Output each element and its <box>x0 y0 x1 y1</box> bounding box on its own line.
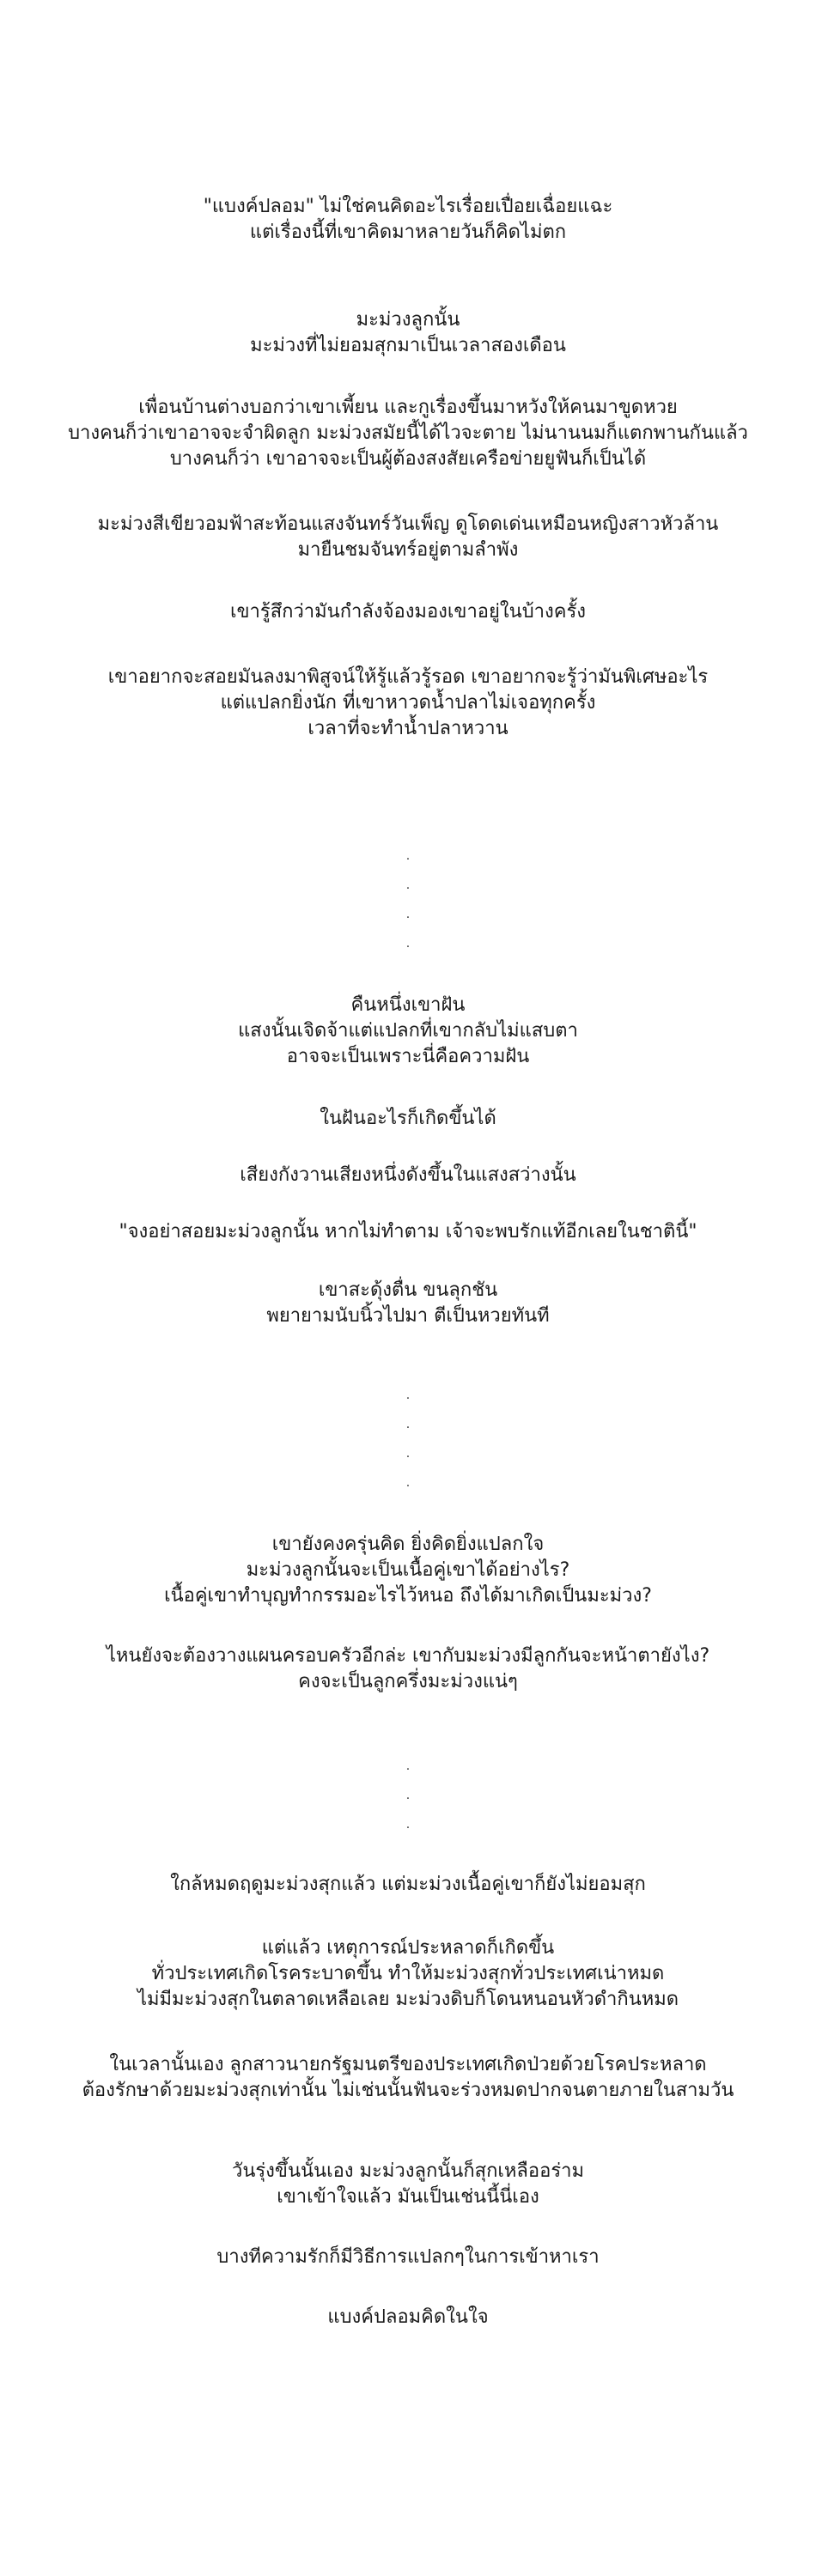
story-line: บางทีความรักก็มีวิธีการแปลกๆในการเข้าหาเรา <box>216 2246 600 2268</box>
section-separator-dot: . <box>405 1759 411 1773</box>
story-line: มะม่วงที่ไม่ยอมสุกมาเป็นเวลาสองเดือน <box>250 335 566 356</box>
story-line: เนื้อคู่เขาทำบุญทำกรรมอะไรไว้หนอ ถึงได้มาเกิดเป็นมะม่วง? <box>164 1585 652 1607</box>
story-line: แต่แปลกยิ่งนัก ที่เขาหาวดน้ำปลาไม่เจอทุกครั้ง <box>220 692 596 714</box>
story-line: บางคนก็ว่า เขาอาจจะเป็นผู้ต้องสงสัยเครือข่ายยูฟันก็เป็นได้ <box>169 448 647 470</box>
story-line: เขาเข้าใจแล้ว มันเป็นเช่นนี้นี่เอง <box>277 2186 539 2208</box>
story-line: เวลาที่จะทำน้ำปลาหวาน <box>308 718 508 739</box>
story-line: ไหนยังจะต้องวางแผนครอบครัวอีกล่ะ เขากับมะม่วงมีลูกกันจะหน้าตายังไง? <box>106 1645 710 1667</box>
section-separator-dot: . <box>405 937 411 951</box>
section-separator-dot: . <box>405 1789 411 1802</box>
story-line: "จงอย่าสอยมะม่วงลูกนั้น หากไม่ทำตาม เจ้าจะพบรักแท้อีกเลยในชาตินี้" <box>119 1221 697 1242</box>
section-separator-dot: . <box>405 849 411 863</box>
story-line: บางคนก็ว่าเขาอาจจะจำผิดลูก มะม่วงสมัยนี้ได้ไวจะตาย ไม่นานนมก็แตกพานกันแล้ว <box>68 422 748 444</box>
story-line: พยายามนับนิ้วไปมา ตีเป็นหวยทันที <box>266 1305 550 1327</box>
story-line: เขายังคงครุ่นคิด ยิ่งคิดยิ่งแปลกใจ <box>271 1534 545 1555</box>
story-line: เสียงกังวานเสียงหนึ่งดังขึ้นในแสงสว่างนั้น <box>240 1164 576 1186</box>
story-line: ในฝันอะไรก็เกิดขึ้นได้ <box>320 1108 496 1129</box>
section-separator-dot: . <box>405 1447 411 1461</box>
story-line: ทั่วประเทศเกิดโรคระบาดขึ้น ทำให้มะม่วงสุกทั่วประเทศเน่าหมด <box>151 1963 665 1984</box>
story-line: แสงนั้นเจิดจ้าแต่แปลกที่เขากลับไม่แสบตา <box>238 1020 578 1042</box>
story-line: "แบงค์ปลอม" ไม่ใช่คนคิดอะไรเรื่อยเปื่อยเฉื่อยแฉะ <box>203 196 613 217</box>
story-line: แบงค์ปลอมคิดในใจ <box>327 2306 489 2328</box>
section-separator-dot: . <box>405 1388 411 1402</box>
story-line: ต้องรักษาด้วยมะม่วงสุกเท่านั้น ไม่เช่นนั้นฟันจะร่วงหมดปากจนตายภายในสามวัน <box>82 2080 734 2101</box>
section-separator-dot: . <box>405 1476 411 1490</box>
story-line: มะม่วงลูกนั้นจะเป็นเนื้อคู่เขาได้อย่างไร? <box>246 1559 570 1581</box>
story-line: เขารู้สึกว่ามันกำลังจ้องมองเขาอยู่ในบ้างครั้ง <box>229 601 587 623</box>
story-line: ใกล้หมดฤดูมะม่วงสุกแล้ว แต่มะม่วงเนื้อคู่เขาก็ยังไม่ยอมสุก <box>170 1874 646 1895</box>
story-line: วันรุ่งขึ้นนั้นเอง มะม่วงลูกนั้นก็สุกเหลืออร่าม <box>231 2160 585 2182</box>
story-line: เขาอยากจะสอยมันลงมาพิสูจน์ให้รู้แล้วรู้รอด เขาอยากจะรู้ว่ามันพิเศษอะไร <box>107 666 709 688</box>
section-separator-dot: . <box>405 878 411 892</box>
story-line: มะม่วงสีเขียวอมฟ้าสะท้อนแสงจันทร์วันเพ็ญ ดูโดดเด่นเหมือนหญิงสาวหัวล้าน <box>97 513 719 535</box>
section-separator-dot: . <box>405 908 411 921</box>
story-line: อาจจะเป็นเพราะนี่คือความฝัน <box>286 1046 530 1067</box>
story-line: คงจะเป็นลูกครึ่งมะม่วงแน่ๆ <box>298 1671 518 1692</box>
story-line: คืนหนึ่งเขาฝัน <box>350 994 466 1016</box>
story-line: เขาสะดุ้งตื่น ขนลุกชัน <box>318 1279 498 1301</box>
section-separator-dot: . <box>405 1418 411 1431</box>
story-line: ไม่มีมะม่วงสุกในตลาดเหลือเลย มะม่วงดิบก็โดนหนอนหัวดำกินหมด <box>137 1989 679 2010</box>
story-line: แต่เรื่องนี้ที่เขาคิดมาหลายวันก็คิดไม่ตก <box>249 222 567 243</box>
story-line: มะม่วงลูกนั้น <box>356 309 460 331</box>
story-line: มายืนชมจันทร์อยู่ตามลำพัง <box>297 539 519 561</box>
story-line: ในเวลานั้นเอง ลูกสาวนายกรัฐมนตรีของประเทศเกิดป่วยด้วยโรคประหลาด <box>109 2054 707 2075</box>
story-line: เพื่อนบ้านต่างบอกว่าเขาเพี้ยน และกูเรื่องขึ้นมาหวังให้คนมาขูดหวย <box>138 397 678 418</box>
section-separator-dot: . <box>405 1818 411 1832</box>
story-line: แต่แล้ว เหตุการณ์ประหลาดก็เกิดขึ้น <box>261 1937 555 1959</box>
